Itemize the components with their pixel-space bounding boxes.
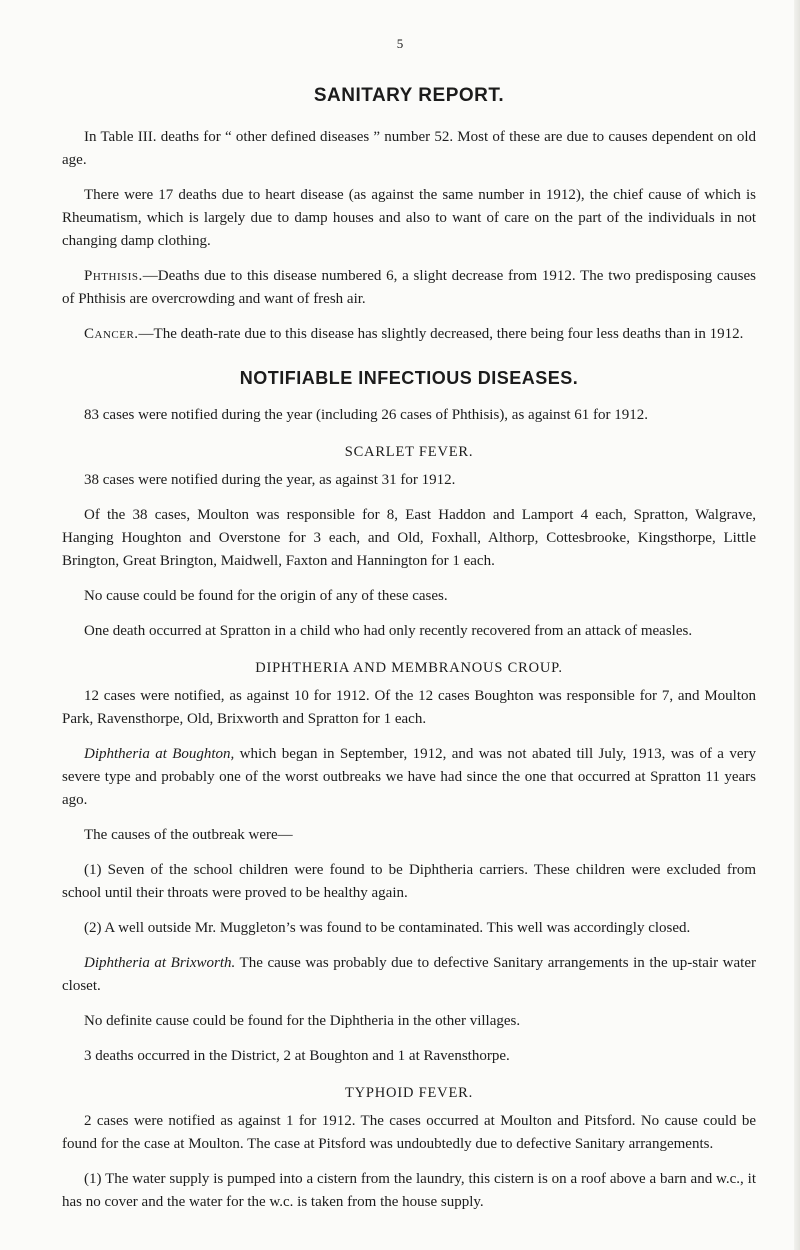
page-number: 5	[396, 36, 404, 51]
diphtheria-brixworth-paragraph	[62, 952, 756, 998]
scarlet-fever-heading: SCARLET FEVER.	[344, 444, 474, 460]
diphtheria-other-villages: No definite cause could be found for the Diphtheria in the other villages.	[84, 1013, 521, 1029]
diphtheria-boughton-text: which began in September, 1912, and was not abated till July, 1913, was of a very severe type and probably one of the worst outbreaks we have had since the one that occurred at Spratton 11 years ago.	[62, 746, 756, 808]
document-body	[62, 84, 756, 1226]
typhoid-fever-heading: TYPHOID FEVER.	[344, 1085, 473, 1101]
diphtheria-boughton-label: Diphtheria at Boughton,	[84, 746, 235, 762]
scarlet-paragraph-cases: 38 cases were notified during the year, as against 31 for 1912.	[84, 472, 456, 488]
cancer-label: Cancer.	[84, 326, 139, 342]
cancer-paragraph	[62, 323, 756, 346]
diphtheria-brixworth-label: Diphtheria at Brixworth.	[84, 955, 236, 971]
typhoid-paragraph-water-supply: (1) The water supply is pumped into a cistern from the laundry, this cistern is on a roof above a barn and w.c., it has no cover and the water for the w.c. is taken from the house supply.	[62, 1171, 756, 1210]
intro-paragraph-heart-disease: There were 17 deaths due to heart disease (as against the same number in 1912), the chief cause of which is Rheumatism, which is largely due to damp houses and also to want of care on the part of the individuals in not changing damp clothing.	[62, 187, 756, 249]
diphtheria-deaths: 3 deaths occurred in the District, 2 at Boughton and 1 at Ravensthorpe.	[84, 1048, 510, 1064]
page-edge-shadow	[794, 0, 800, 1250]
notifiable-diseases-heading: NOTIFIABLE INFECTIOUS DISEASES.	[239, 368, 579, 388]
diphtheria-boughton-paragraph	[62, 743, 756, 812]
phthisis-label: Phthisis.	[84, 268, 143, 284]
diphtheria-heading: DIPHTHERIA AND MEMBRANOUS CROUP.	[255, 660, 563, 676]
diphtheria-brixworth-text: The cause was probably due to defective Sanitary arrangements in the up-stair water closet.	[62, 955, 756, 994]
diphtheria-cause-1: (1) Seven of the school children were found to be Diphtheria carriers. These children were excluded from school until their throats were proved to be healthy again.	[62, 862, 756, 901]
diphtheria-cause-2: (2) A well outside Mr. Muggleton’s was found to be contaminated. This well was accordingly closed.	[84, 920, 691, 936]
phthisis-paragraph	[62, 265, 756, 311]
typhoid-paragraph-cases: 2 cases were notified as against 1 for 1912. The cases occurred at Moulton and Pitsford. No cause could be found for the case at Moulton. The case at Pitsford was undoubtedly due to defective Sanitary arrangements.	[62, 1113, 756, 1152]
scarlet-paragraph-locations: Of the 38 cases, Moulton was responsible for 8, East Haddon and Lamport 4 each, Spratton, Walgrave, Hanging Houghton and Overstone for 3 each, and Old, Foxhall, Althorp, Cottesbrooke, Kingsthorpe, Little Brington, Great Brington, Maidwell, Faxton and Hannington for 1 each.	[62, 507, 756, 569]
page-title: SANITARY REPORT.	[313, 85, 505, 106]
intro-paragraph-other-diseases: In Table III. deaths for “ other defined diseases ” number 52. Most of these are due to causes dependent on old age.	[62, 129, 756, 168]
cancer-text: —The death-rate due to this disease has slightly decreased, there being four less deaths than in 1912.	[138, 326, 744, 342]
scarlet-paragraph-no-cause: No cause could be found for the origin of any of these cases.	[84, 588, 448, 604]
notifiable-diseases-paragraph: 83 cases were notified during the year (including 26 cases of Phthisis), as against 61 for 1912.	[84, 407, 649, 423]
diphtheria-paragraph-cases: 12 cases were notified, as against 10 for 1912. Of the 12 cases Boughton was responsible for 7, and Moulton Park, Ravensthorpe, Old, Brixworth and Spratton for 1 each.	[62, 688, 756, 727]
scarlet-paragraph-death: One death occurred at Spratton in a child who had only recently recovered from an attack of measles.	[84, 623, 693, 639]
diphtheria-causes-intro: The causes of the outbreak were—	[84, 827, 293, 843]
phthisis-text: —Deaths due to this disease numbered 6, a slight decrease from 1912. The two predisposing causes of Phthisis are overcrowding and want of fresh air.	[62, 268, 756, 307]
